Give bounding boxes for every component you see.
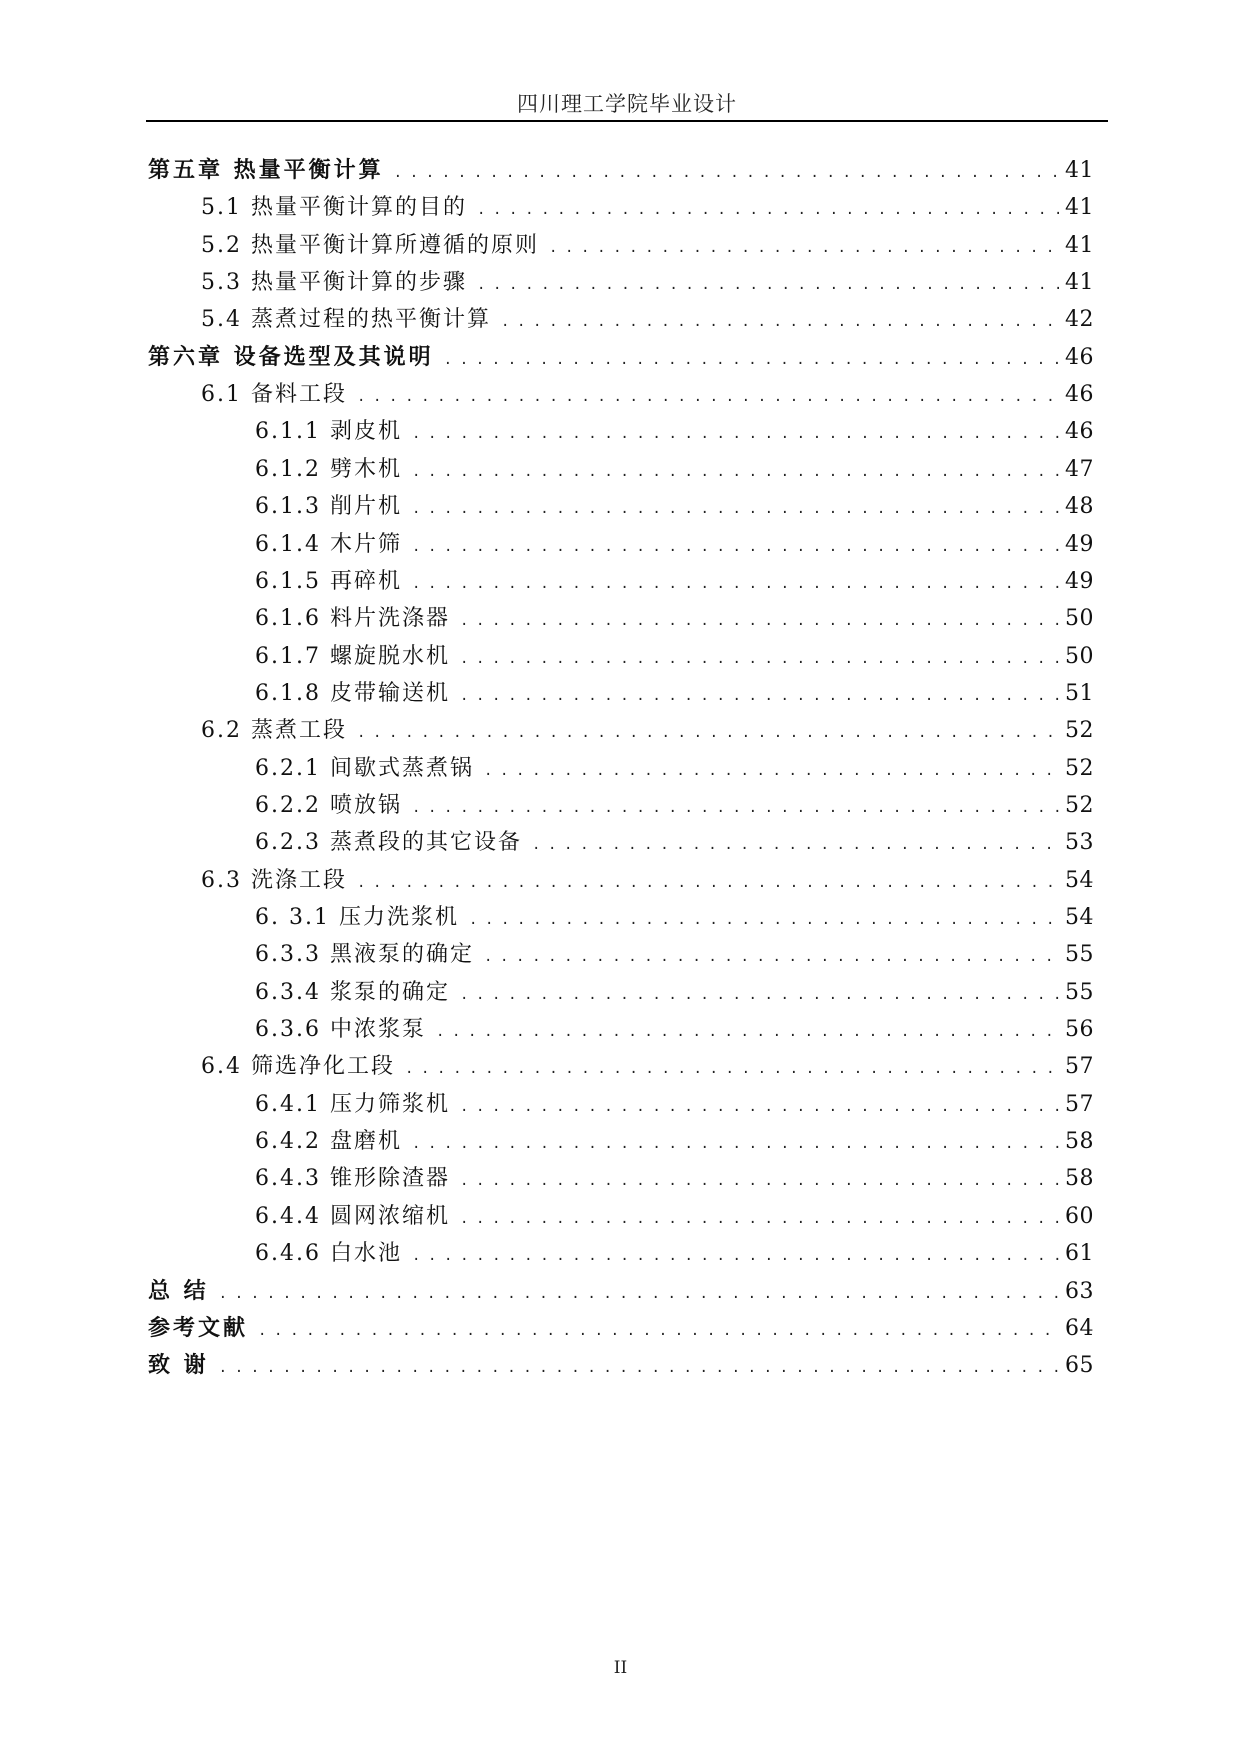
toc-entry-title: 6.3 洗涤工段 xyxy=(201,868,347,893)
toc-entry-title: 5.3 热量平衡计算的步骤 xyxy=(201,270,467,295)
toc-entry-title: 6.1.5 再碎机 xyxy=(255,569,402,594)
toc-entry-page-number: 41 xyxy=(1065,270,1094,295)
toc-entry-page-number: 52 xyxy=(1065,793,1094,818)
toc-entry-title: 致 谢 xyxy=(148,1353,209,1378)
toc-leader-dots xyxy=(412,534,1059,560)
toc-entry-title: 6.2 蒸煮工段 xyxy=(201,718,347,743)
toc-leader-dots xyxy=(394,160,1059,186)
toc-entry[interactable] xyxy=(255,791,1094,821)
toc-entry-title: 6.1.4 木片筛 xyxy=(255,532,402,557)
toc-entry-title: 6.2.3 蒸煮段的其它设备 xyxy=(255,830,522,855)
toc-entry-page-number: 46 xyxy=(1065,345,1094,370)
toc-entry-title: 6.3.3 黑液泵的确定 xyxy=(255,942,474,967)
toc-entry-page-number: 53 xyxy=(1065,830,1094,855)
toc-entry[interactable] xyxy=(255,903,1094,933)
toc-entry-title: 6.1.1 剥皮机 xyxy=(255,419,402,444)
toc-entry[interactable] xyxy=(255,492,1094,522)
page-header-title: 四川理工学院毕业设计 xyxy=(517,92,737,116)
toc-entry[interactable] xyxy=(255,642,1094,672)
toc-chapter-entry[interactable] xyxy=(148,1277,1094,1307)
toc-leader-dots xyxy=(412,421,1059,447)
toc-leader-dots xyxy=(357,720,1059,746)
toc-leader-dots xyxy=(412,496,1059,522)
toc-entry-page-number: 65 xyxy=(1065,1353,1094,1378)
toc-entry[interactable] xyxy=(201,231,1094,261)
toc-entry-page-number: 50 xyxy=(1065,606,1094,631)
toc-leader-dots xyxy=(412,571,1059,597)
toc-entry[interactable] xyxy=(255,1090,1094,1120)
toc-leader-dots xyxy=(477,197,1059,223)
toc-entry[interactable] xyxy=(255,455,1094,485)
toc-entry-page-number: 54 xyxy=(1065,905,1094,930)
toc-entry[interactable] xyxy=(255,604,1094,634)
toc-entry-page-number: 54 xyxy=(1065,868,1094,893)
toc-entry[interactable] xyxy=(255,417,1094,447)
toc-entry[interactable] xyxy=(255,1127,1094,1157)
toc-entry-title: 6.4.2 盘磨机 xyxy=(255,1129,402,1154)
toc-entry-title: 6.1 备料工段 xyxy=(201,382,347,407)
toc-chapter-entry[interactable] xyxy=(148,1351,1094,1381)
toc-entry-page-number: 55 xyxy=(1065,980,1094,1005)
toc-entry[interactable] xyxy=(255,1202,1094,1232)
toc-leader-dots xyxy=(436,1019,1059,1045)
toc-entry-title: 6.3.6 中浓浆泵 xyxy=(255,1017,426,1042)
toc-entry-page-number: 63 xyxy=(1065,1279,1094,1304)
toc-leader-dots xyxy=(460,683,1059,709)
toc-entry-page-number: 48 xyxy=(1065,494,1094,519)
toc-leader-dots xyxy=(444,347,1059,373)
toc-entry-page-number: 42 xyxy=(1065,307,1094,332)
toc-entry[interactable] xyxy=(201,716,1094,746)
toc-entry-page-number: 49 xyxy=(1065,569,1094,594)
toc-chapter-entry[interactable] xyxy=(148,343,1094,373)
toc-entry-page-number: 47 xyxy=(1065,457,1094,482)
toc-leader-dots xyxy=(460,1168,1059,1194)
toc-entry[interactable] xyxy=(255,754,1094,784)
toc-leader-dots xyxy=(460,608,1059,634)
toc-leader-dots xyxy=(412,1131,1059,1157)
toc-leader-dots xyxy=(469,907,1059,933)
toc-entry-page-number: 49 xyxy=(1065,532,1094,557)
toc-leader-dots xyxy=(549,235,1059,261)
toc-entry-title: 总 结 xyxy=(148,1279,209,1304)
toc-leader-dots xyxy=(460,982,1059,1008)
toc-entry-page-number: 46 xyxy=(1065,419,1094,444)
page-number: II xyxy=(613,1658,628,1678)
toc-leader-dots xyxy=(258,1318,1059,1344)
toc-entry-title: 6.1.7 螺旋脱水机 xyxy=(255,644,450,669)
toc-entry-title: 6.3.4 浆泵的确定 xyxy=(255,980,450,1005)
toc-entry[interactable] xyxy=(255,1239,1094,1269)
toc-entry-title: 6.4 筛选净化工段 xyxy=(201,1054,395,1079)
toc-leader-dots xyxy=(532,832,1059,858)
toc-leader-dots xyxy=(484,944,1059,970)
toc-entry[interactable] xyxy=(201,268,1094,298)
toc-entry[interactable] xyxy=(255,1015,1094,1045)
toc-entry-title: 6.2.1 间歇式蒸煮锅 xyxy=(255,756,474,781)
toc-leader-dots xyxy=(460,1094,1059,1120)
toc-entry[interactable] xyxy=(201,1052,1094,1082)
toc-entry-page-number: 61 xyxy=(1065,1241,1094,1266)
toc-entry-title: 6.4.4 圆网浓缩机 xyxy=(255,1204,450,1229)
toc-leader-dots xyxy=(460,1206,1059,1232)
toc-entry[interactable] xyxy=(201,193,1094,223)
toc-entry-page-number: 51 xyxy=(1065,681,1094,706)
toc-leader-dots xyxy=(219,1281,1059,1307)
toc-entry-title: 6.4.1 压力筛浆机 xyxy=(255,1092,450,1117)
toc-entry-title: 6.1.3 削片机 xyxy=(255,494,402,519)
toc-entry-page-number: 41 xyxy=(1065,158,1094,183)
toc-entry-title: 6.1.2 劈木机 xyxy=(255,457,402,482)
toc-entry-page-number: 56 xyxy=(1065,1017,1094,1042)
toc-entry-title: 5.4 蒸煮过程的热平衡计算 xyxy=(201,307,491,332)
toc-leader-dots xyxy=(412,459,1059,485)
toc-entry[interactable] xyxy=(255,940,1094,970)
toc-entry-page-number: 52 xyxy=(1065,718,1094,743)
toc-entry-page-number: 57 xyxy=(1065,1092,1094,1117)
toc-entry-title: 6.4.6 白水池 xyxy=(255,1241,402,1266)
toc-entry-title: 第五章 热量平衡计算 xyxy=(148,158,384,183)
toc-leader-dots xyxy=(412,1243,1059,1269)
toc-chapter-entry[interactable] xyxy=(148,1314,1094,1344)
toc-entry-title: 5.2 热量平衡计算所遵循的原则 xyxy=(201,233,539,258)
toc-entry-title: 6.1.8 皮带输送机 xyxy=(255,681,450,706)
toc-entry[interactable] xyxy=(255,978,1094,1008)
toc-entry[interactable] xyxy=(255,828,1094,858)
toc-entry-page-number: 55 xyxy=(1065,942,1094,967)
toc-entry-page-number: 52 xyxy=(1065,756,1094,781)
toc-leader-dots xyxy=(219,1355,1059,1381)
toc-leader-dots xyxy=(477,272,1059,298)
toc-leader-dots xyxy=(357,870,1059,896)
toc-entry-page-number: 57 xyxy=(1065,1054,1094,1079)
toc-entry[interactable] xyxy=(255,567,1094,597)
toc-leader-dots xyxy=(405,1056,1059,1082)
toc-entry-page-number: 41 xyxy=(1065,233,1094,258)
toc-entry-title: 6.4.3 锥形除渣器 xyxy=(255,1166,450,1191)
toc-leader-dots xyxy=(460,646,1059,672)
toc-leader-dots xyxy=(484,758,1059,784)
toc-entry-title: 6.2.2 喷放锅 xyxy=(255,793,402,818)
toc-entry[interactable] xyxy=(201,305,1094,335)
toc-entry-page-number: 41 xyxy=(1065,195,1094,220)
toc-entry-page-number: 58 xyxy=(1065,1129,1094,1154)
toc-entry-title: 6.1.6 料片洗涤器 xyxy=(255,606,450,631)
toc-entry[interactable] xyxy=(201,380,1094,410)
toc-entry-title: 第六章 设备选型及其说明 xyxy=(148,345,434,370)
toc-entry-title: 6. 3.1 压力洗浆机 xyxy=(255,905,459,930)
toc-entry-title: 5.1 热量平衡计算的目的 xyxy=(201,195,467,220)
toc-entry[interactable] xyxy=(201,866,1094,896)
toc-entry-page-number: 60 xyxy=(1065,1204,1094,1229)
toc-entry[interactable] xyxy=(255,530,1094,560)
toc-entry[interactable] xyxy=(255,679,1094,709)
toc-entry-page-number: 58 xyxy=(1065,1166,1094,1191)
toc-leader-dots xyxy=(357,384,1059,410)
toc-leader-dots xyxy=(412,795,1059,821)
toc-entry-page-number: 46 xyxy=(1065,382,1094,407)
toc-entry[interactable] xyxy=(255,1164,1094,1194)
toc-leader-dots xyxy=(501,309,1059,335)
toc-entry-title: 参考文献 xyxy=(148,1316,249,1341)
toc-chapter-entry[interactable] xyxy=(148,156,1094,186)
toc-entry-page-number: 64 xyxy=(1065,1316,1094,1341)
toc-entry-page-number: 50 xyxy=(1065,644,1094,669)
